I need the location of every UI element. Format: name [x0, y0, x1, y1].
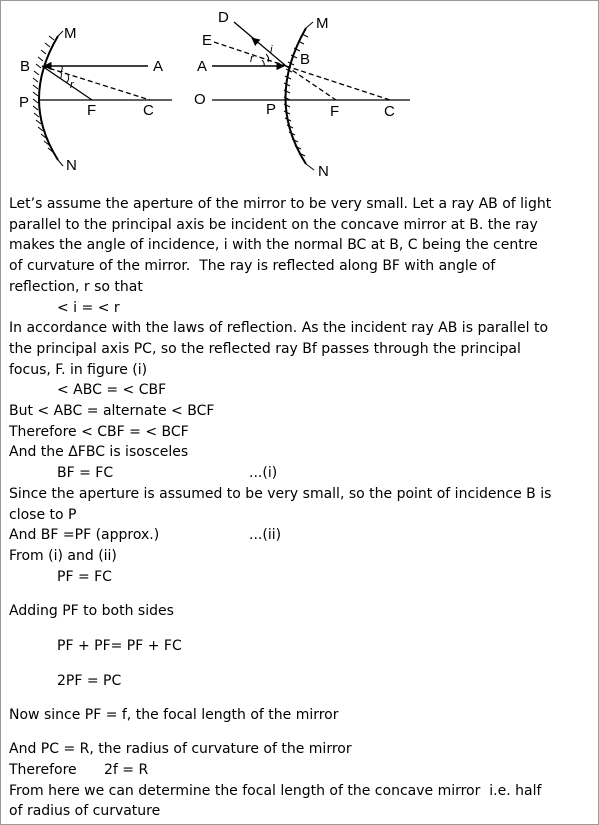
equation-tag-i: ...(i) — [249, 465, 278, 482]
label-M-i: M — [64, 25, 77, 42]
label-P-i: P — [19, 94, 30, 111]
text-line: From (i) and (ii) — [9, 547, 117, 564]
label-N-i: N — [66, 157, 77, 174]
text-line: Therefore < CBF = < BCF — [9, 423, 189, 440]
therefore-label: Therefore — [9, 761, 77, 778]
label-F-i: F — [87, 102, 97, 119]
mirror-hatching-i — [33, 36, 54, 152]
equation-bf-fc: BF = FC — [57, 465, 114, 482]
label-M-ii: M — [316, 15, 329, 32]
label-B-ii: B — [300, 51, 311, 68]
text-line: But < ABC = alternate < BCF — [9, 403, 215, 420]
text-line: of curvature of the mirror. The ray is reflected along BF with angle of — [9, 258, 496, 275]
figure-ii — [194, 9, 410, 180]
label-A-ii: A — [197, 58, 208, 75]
equation-tag-ii: ...(ii) — [249, 527, 282, 544]
equation-2f-r: 2f = R — [104, 761, 149, 778]
text-line: the principal axis PC, so the reflected ray Bf passes through the principal — [9, 340, 521, 357]
text-line: And the ΔFBC is isosceles — [9, 444, 189, 461]
equation-line: < i = < r — [57, 299, 120, 316]
label-C-ii: C — [384, 103, 395, 120]
mirror-diagram — [0, 0, 599, 192]
text-line: Let’s assume the aperture of the mirror to be very small. Let a ray AB of light — [9, 196, 552, 212]
text-line: makes the angle of incidence, i with the normal BC at B, C being the centre — [9, 237, 538, 254]
figure-i — [19, 25, 172, 174]
label-r-ii: r — [250, 53, 254, 65]
label-A-i: A — [153, 58, 164, 75]
text-line: Since the aperture is assumed to be very small, so the point of incidence B is — [9, 485, 552, 502]
equation-line — [9, 760, 594, 781]
text-line: From here we can determine the focal length of the concave mirror i.e. half — [9, 782, 542, 799]
label-F-ii: F — [330, 103, 340, 120]
text-line: And PC = R, the radius of curvature of the mirror — [9, 741, 352, 758]
equation-line — [9, 525, 594, 546]
equation-line — [9, 463, 594, 484]
equation-bf-pf: And BF =PF (approx.) — [9, 527, 160, 544]
text-line: reflection, r so that — [9, 278, 143, 295]
label-r-i: r — [70, 79, 74, 91]
equation-line: 2PF = PC — [57, 672, 122, 689]
label-B-i: B — [20, 58, 31, 75]
text-line: focus, F. in figure (i) — [9, 361, 148, 378]
label-i-i: i — [60, 70, 63, 82]
text-line: Adding PF to both sides — [9, 603, 174, 620]
equation-line: < ABC = < CBF — [57, 382, 167, 399]
label-C-i: C — [143, 102, 154, 119]
equation-line: PF = FC — [57, 568, 112, 585]
label-O-ii: O — [194, 91, 206, 108]
text-line: In accordance with the laws of reflection. As the incident ray AB is parallel to — [9, 320, 549, 337]
normal-i — [42, 66, 150, 100]
mirror-diagram-svg — [0, 0, 599, 192]
reflected-ray-ii — [234, 22, 286, 66]
reflected-ray-i — [42, 66, 92, 100]
normal-extension-ii — [286, 66, 390, 100]
label-D-ii: D — [218, 9, 229, 26]
text-line: Now since PF = f, the focal length of the mirror — [9, 707, 339, 724]
equation-line: PF + PF= PF + FC — [57, 638, 182, 655]
text-line: of radius of curvature — [9, 803, 161, 820]
virtual-ray-ii — [286, 66, 336, 100]
label-N-ii: N — [318, 163, 329, 180]
text-line: close to P — [9, 506, 77, 523]
explanation-text — [9, 194, 594, 822]
label-E-ii: E — [202, 32, 213, 49]
label-P-ii: P — [266, 101, 277, 118]
label-i-ii: i — [270, 44, 273, 56]
text-line: parallel to the principal axis be incident on the concave mirror at B. the ray — [9, 216, 538, 233]
mirror-arc-i — [39, 36, 58, 160]
